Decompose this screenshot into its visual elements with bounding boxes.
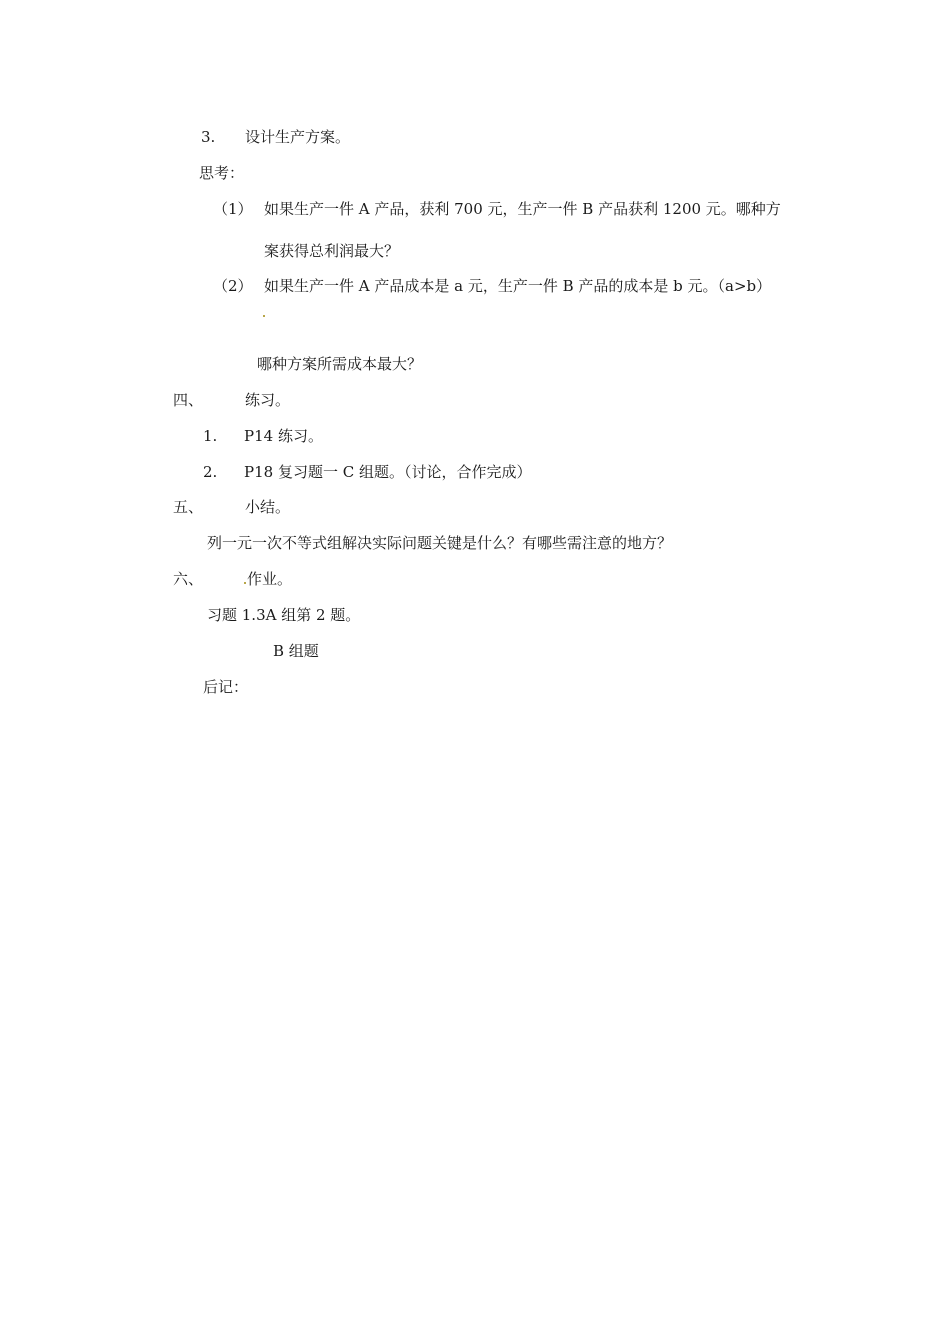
question-2-line-2: 哪种方案所需成本最大？ <box>257 355 423 373</box>
speck-mark <box>244 582 246 584</box>
question-2-line-1: 如果生产一件 A 产品成本是 a 元，生产一件 B 产品的成本是 b 元。（a>b） <box>264 277 772 295</box>
question-1-line-2: 案获得总利润最大？ <box>264 242 400 260</box>
question-1-number: （1） <box>213 200 253 218</box>
section-4-item-2-text: P18 复习题一 C 组题。（讨论，合作完成） <box>244 463 532 481</box>
section-6-title: 作业。 <box>247 570 293 588</box>
section-6-line-1: 习题 1.3A 组第 2 题。 <box>207 606 361 624</box>
item-3-number: 3. <box>201 128 216 146</box>
section-4-item-2-number: 2. <box>203 463 218 481</box>
section-5-number: 五、 <box>173 498 204 516</box>
section-4-item-1-text: P14 练习。 <box>244 427 323 445</box>
section-5-title: 小结。 <box>245 498 291 516</box>
think-label: 思考： <box>199 164 245 182</box>
postscript-label: 后记： <box>203 678 249 696</box>
question-2-number: （2） <box>213 277 253 295</box>
section-5-body: 列一元一次不等式组解决实际问题关键是什么？有哪些需注意的地方？ <box>207 534 673 552</box>
section-4-item-1-number: 1. <box>203 427 218 445</box>
section-6-number: 六、 <box>173 570 204 588</box>
speck-mark <box>263 315 265 317</box>
section-6-line-2: B 组题 <box>273 642 319 660</box>
section-4-number: 四、 <box>173 391 204 409</box>
item-3-text: 设计生产方案。 <box>245 128 351 146</box>
question-1-line-1: 如果生产一件 A 产品，获利 700 元，生产一件 B 产品获利 1200 元。哪种方 <box>264 200 781 218</box>
section-4-title: 练习。 <box>245 391 291 409</box>
